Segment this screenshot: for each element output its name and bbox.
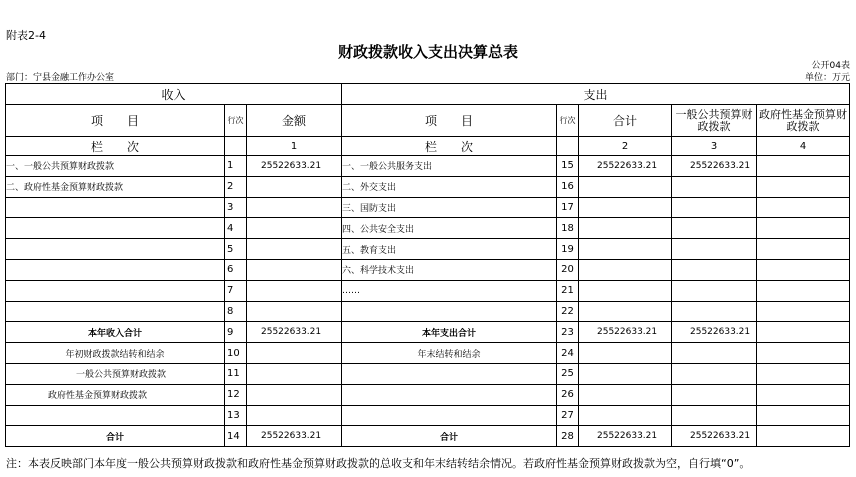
income-line-no: 2 [225,176,247,197]
table-row [6,280,850,301]
income-line-no: 12 [225,384,247,405]
income-line-no: 5 [225,239,247,260]
expense-item: 合计 [342,426,557,447]
table-row [6,322,850,343]
column-number-4: 4 [757,137,850,156]
general-budget-amount: 25522633.21 [672,426,757,447]
expense-line-no: 26 [557,384,579,405]
fund-budget-amount [757,363,850,384]
table-row [6,405,850,426]
income-item: 一、一般公共预算财政拨款 [6,156,225,177]
income-amount [247,343,342,364]
expense-line-no: 17 [557,197,579,218]
income-item: 一般公共预算财政拨款 [6,363,225,384]
income-line-no-header: 行次 [225,105,247,137]
income-amount [247,239,342,260]
income-amount [247,176,342,197]
expense-line-no: 23 [557,322,579,343]
expense-total [579,301,672,322]
income-amount [247,218,342,239]
fund-budget-amount [757,384,850,405]
income-amount: 25522633.21 [247,426,342,447]
expense-item: 年末结转和结余 [342,343,557,364]
expense-line-no: 28 [557,426,579,447]
income-column-label: 栏 次 [6,137,225,156]
page-title: 财政拨款收入支出决算总表 [337,43,518,61]
table-row [6,343,850,364]
expense-total [579,176,672,197]
fund-budget-amount [757,176,850,197]
general-budget-amount [672,384,757,405]
expense-item: 二、外交支出 [342,176,557,197]
expense-item [342,363,557,384]
budget-table [5,83,850,447]
income-line-no: 8 [225,301,247,322]
income-item: 本年收入合计 [6,322,225,343]
table-row [6,156,850,177]
income-amount [247,197,342,218]
expense-total [579,405,672,426]
income-line-no: 9 [225,322,247,343]
expense-total [579,239,672,260]
general-budget-amount [672,259,757,280]
expense-item [342,405,557,426]
general-budget-amount: 25522633.21 [672,156,757,177]
income-amount [247,301,342,322]
expense-total: 25522633.21 [579,156,672,177]
income-item: 合计 [6,426,225,447]
general-budget-amount [672,197,757,218]
table-row [6,197,850,218]
income-amount [247,384,342,405]
expense-item [342,384,557,405]
appendix-ref: 附表2-4 [6,29,46,42]
column-number-1: 1 [247,137,342,156]
expense-line-no: 25 [557,363,579,384]
table-row [6,239,850,260]
income-line-no: 11 [225,363,247,384]
income-amount [247,405,342,426]
income-line-no: 14 [225,426,247,447]
expense-item: 四、公共安全支出 [342,218,557,239]
income-item [6,405,225,426]
expense-column-label: 栏 次 [342,137,557,156]
expense-item: 三、国防支出 [342,197,557,218]
general-budget-amount [672,280,757,301]
general-budget-amount [672,363,757,384]
expense-total [579,280,672,301]
amount-header: 金额 [247,105,342,137]
general-budget-amount [672,301,757,322]
income-item [6,280,225,301]
general-budget-amount [672,343,757,364]
expense-total [579,259,672,280]
expense-item: …… [342,280,557,301]
expense-total: 25522633.21 [579,322,672,343]
footnote: 注：本表反映部门本年度一般公共预算财政拨款和政府性基金预算财政拨款的总收支和年末结转结余情况。若政府性基金预算财政拨款为空，自行填“0”。 [6,457,751,470]
fund-budget-amount [757,156,850,177]
fund-budget-amount [757,218,850,239]
expense-total [579,343,672,364]
expense-total [579,218,672,239]
income-item [6,239,225,260]
expense-item: 本年支出合计 [342,322,557,343]
expense-line-no: 20 [557,259,579,280]
expense-line-no: 18 [557,218,579,239]
expense-line-no: 22 [557,301,579,322]
general-budget-amount [672,218,757,239]
income-item: 二、政府性基金预算财政拨款 [6,176,225,197]
expense-line-no: 15 [557,156,579,177]
table-row [6,363,850,384]
column-number-3: 3 [672,137,757,156]
income-line-no: 3 [225,197,247,218]
general-budget-amount [672,405,757,426]
general-budget-amount: 25522633.21 [672,322,757,343]
income-line-no: 1 [225,156,247,177]
expense-line-no: 16 [557,176,579,197]
fund-budget-amount [757,197,850,218]
column-number-2: 2 [579,137,672,156]
fund-budget-amount [757,259,850,280]
table-row [6,426,850,447]
income-header: 收入 [6,84,342,105]
department-label: 部门：宁县金融工作办公室 [6,73,115,83]
income-column-blank [225,137,247,156]
expense-header: 支出 [342,84,850,105]
general-budget-amount [672,239,757,260]
form-code: 公开04表 [811,61,850,71]
expense-item [342,301,557,322]
general-budget-header: 一般公共预算财政拨款 [672,105,757,137]
expense-total [579,363,672,384]
income-amount: 25522633.21 [247,322,342,343]
general-budget-amount [672,176,757,197]
expense-column-blank [557,137,579,156]
fund-budget-amount [757,405,850,426]
income-item [6,197,225,218]
total-header: 合计 [579,105,672,137]
expense-item-header: 项 目 [342,105,557,137]
income-amount [247,363,342,384]
table-row [6,384,850,405]
expense-line-no-header: 行次 [557,105,579,137]
fund-budget-amount [757,343,850,364]
expense-line-no: 27 [557,405,579,426]
expense-item: 一、一般公共服务支出 [342,156,557,177]
table-row [6,259,850,280]
fund-budget-amount [757,239,850,260]
fund-budget-header: 政府性基金预算财政拨款 [757,105,850,137]
income-line-no: 7 [225,280,247,301]
income-item [6,218,225,239]
unit-label: 单位：万元 [804,73,850,83]
income-item-header: 项 目 [6,105,225,137]
expense-item: 五、教育支出 [342,239,557,260]
income-amount [247,259,342,280]
table-row [6,176,850,197]
expense-item: 六、科学技术支出 [342,259,557,280]
income-item [6,301,225,322]
fund-budget-amount [757,301,850,322]
expense-line-no: 19 [557,239,579,260]
fund-budget-amount [757,322,850,343]
income-item: 年初财政拨款结转和结余 [6,343,225,364]
table-row [6,301,850,322]
income-amount: 25522633.21 [247,156,342,177]
income-item [6,259,225,280]
expense-line-no: 24 [557,343,579,364]
income-line-no: 4 [225,218,247,239]
fund-budget-amount [757,280,850,301]
income-amount [247,280,342,301]
fund-budget-amount [757,426,850,447]
expense-total [579,197,672,218]
expense-total: 25522633.21 [579,426,672,447]
income-line-no: 13 [225,405,247,426]
income-item: 政府性基金预算财政拨款 [6,384,225,405]
expense-line-no: 21 [557,280,579,301]
table-row [6,218,850,239]
expense-total [579,384,672,405]
income-line-no: 10 [225,343,247,364]
income-line-no: 6 [225,259,247,280]
